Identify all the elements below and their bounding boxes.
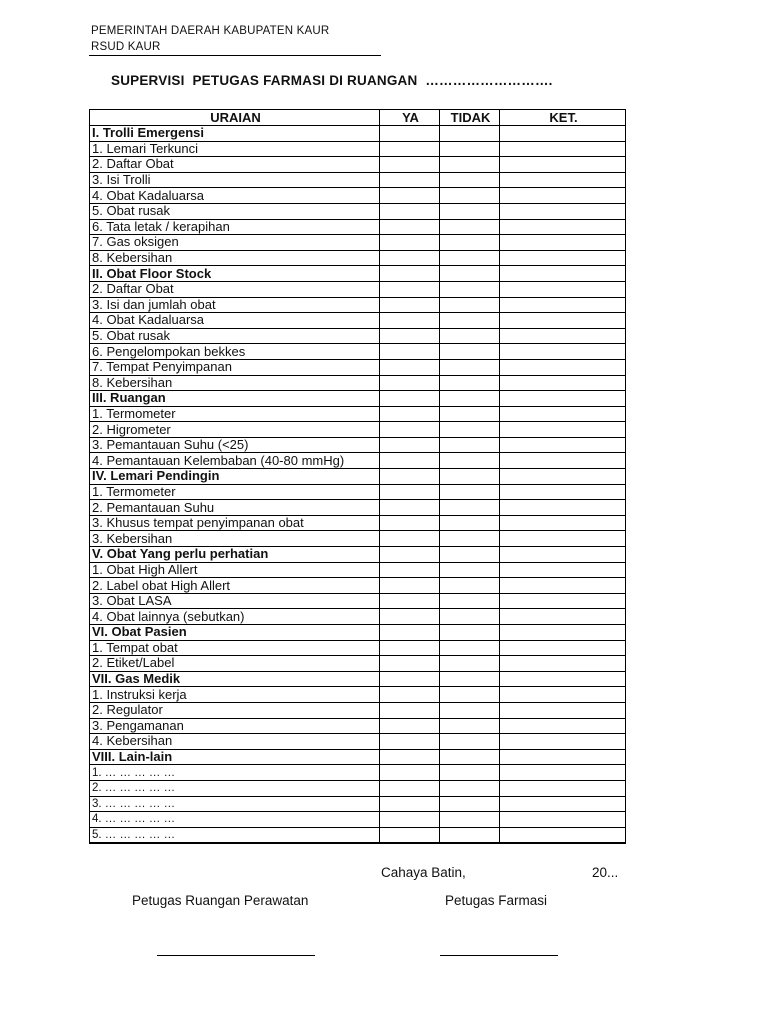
item-label: 8. Kebersihan — [90, 250, 380, 266]
ket-cell[interactable] — [500, 359, 626, 375]
tidak-cell[interactable] — [440, 531, 500, 547]
section-heading: II. Obat Floor Stock — [90, 266, 380, 282]
tidak-cell[interactable] — [440, 359, 500, 375]
ya-cell[interactable] — [380, 578, 440, 594]
column-header-tidak: TIDAK — [440, 110, 500, 126]
checklist-row — [90, 734, 626, 750]
ket-cell[interactable] — [500, 640, 626, 656]
tidak-cell[interactable] — [440, 702, 500, 718]
ya-cell[interactable] — [380, 547, 440, 563]
ya-cell[interactable] — [380, 375, 440, 391]
section-row — [90, 671, 626, 687]
ket-cell[interactable] — [500, 422, 626, 438]
checklist-row — [90, 235, 626, 251]
item-label: 2. Pemantauan Suhu — [90, 500, 380, 516]
ket-cell[interactable] — [500, 796, 626, 812]
item-label: 1. Lemari Terkunci — [90, 141, 380, 157]
tidak-cell[interactable] — [440, 219, 500, 235]
ket-cell[interactable] — [500, 765, 626, 781]
ya-cell[interactable] — [380, 126, 440, 142]
ket-cell[interactable] — [500, 219, 626, 235]
tidak-cell[interactable] — [440, 812, 500, 828]
tidak-cell[interactable] — [440, 266, 500, 282]
ya-cell[interactable] — [380, 671, 440, 687]
ya-cell[interactable] — [380, 141, 440, 157]
ya-cell[interactable] — [380, 344, 440, 360]
ket-cell[interactable] — [500, 437, 626, 453]
item-label: 1. Termometer — [90, 484, 380, 500]
header-government: PEMERINTAH DAERAH KABUPATEN KAUR — [91, 25, 330, 37]
ket-cell[interactable] — [500, 500, 626, 516]
ket-cell[interactable] — [500, 547, 626, 563]
tidak-cell[interactable] — [440, 126, 500, 142]
item-label: 2. Daftar Obat — [90, 281, 380, 297]
item-label: 5. … … … … … — [90, 827, 380, 843]
ket-cell[interactable] — [500, 313, 626, 329]
section-row — [90, 469, 626, 485]
item-label: 3. … … … … … — [90, 796, 380, 812]
section-row — [90, 126, 626, 142]
tidak-cell[interactable] — [440, 469, 500, 485]
checklist-row — [90, 500, 626, 516]
ya-cell[interactable] — [380, 297, 440, 313]
header-hospital: RSUD KAUR — [91, 41, 161, 53]
section-row — [90, 391, 626, 407]
ket-cell[interactable] — [500, 141, 626, 157]
tidak-cell[interactable] — [440, 780, 500, 796]
signer-pharmacy-officer: Petugas Farmasi — [445, 893, 548, 908]
tidak-cell[interactable] — [440, 344, 500, 360]
tidak-cell[interactable] — [440, 625, 500, 641]
item-label: 1. Instruksi kerja — [90, 687, 380, 703]
checklist-row — [90, 437, 626, 453]
section-row — [90, 266, 626, 282]
ya-cell[interactable] — [380, 172, 440, 188]
ket-cell[interactable] — [500, 531, 626, 547]
tidak-cell[interactable] — [440, 609, 500, 625]
ket-cell[interactable] — [500, 172, 626, 188]
checklist-row — [90, 702, 626, 718]
item-label: 4. Kebersihan — [90, 734, 380, 750]
section-heading: VIII. Lain-lain — [90, 749, 380, 765]
ya-cell[interactable] — [380, 687, 440, 703]
signing-year: 20... — [592, 865, 619, 880]
checklist-row — [90, 141, 626, 157]
checklist-row — [90, 578, 626, 594]
checklist-row — [90, 203, 626, 219]
signature-line-pharmacy-officer — [440, 955, 558, 956]
section-heading: V. Obat Yang perlu perhatian — [90, 547, 380, 563]
tidak-cell[interactable] — [440, 640, 500, 656]
checklist-row — [90, 375, 626, 391]
tidak-cell[interactable] — [440, 671, 500, 687]
tidak-cell[interactable] — [440, 593, 500, 609]
tidak-cell[interactable] — [440, 734, 500, 750]
item-label: 2. Label obat High Allert — [90, 578, 380, 594]
item-label: 2. Higrometer — [90, 422, 380, 438]
item-label: 7. Tempat Penyimpanan — [90, 359, 380, 375]
ya-cell[interactable] — [380, 219, 440, 235]
checklist-row — [90, 422, 626, 438]
tidak-cell[interactable] — [440, 484, 500, 500]
ket-cell[interactable] — [500, 749, 626, 765]
ya-cell[interactable] — [380, 718, 440, 734]
checklist-body — [90, 126, 626, 844]
tidak-cell[interactable] — [440, 141, 500, 157]
tidak-cell[interactable] — [440, 391, 500, 407]
checklist-row — [90, 297, 626, 313]
item-label: 3. Khusus tempat penyimpanan obat — [90, 515, 380, 531]
ya-cell[interactable] — [380, 359, 440, 375]
ket-cell[interactable] — [500, 702, 626, 718]
tidak-cell[interactable] — [440, 406, 500, 422]
column-header-ket: KET. — [500, 110, 626, 126]
checklist-row — [90, 780, 626, 796]
item-label: 6. Tata letak / kerapihan — [90, 219, 380, 235]
checklist-row — [90, 359, 626, 375]
item-label: 4. Obat Kadaluarsa — [90, 188, 380, 204]
item-label: 3. Kebersihan — [90, 531, 380, 547]
ya-cell[interactable] — [380, 500, 440, 516]
ya-cell[interactable] — [380, 702, 440, 718]
tidak-cell[interactable] — [440, 515, 500, 531]
ya-cell[interactable] — [380, 422, 440, 438]
header-underline — [89, 55, 381, 56]
tidak-cell[interactable] — [440, 687, 500, 703]
checklist-row — [90, 157, 626, 173]
checklist-row — [90, 188, 626, 204]
ya-cell[interactable] — [380, 625, 440, 641]
section-heading: VI. Obat Pasien — [90, 625, 380, 641]
item-label: 3. Pemantauan Suhu (<25) — [90, 437, 380, 453]
tidak-cell[interactable] — [440, 656, 500, 672]
checklist-row — [90, 812, 626, 828]
ya-cell[interactable] — [380, 515, 440, 531]
ket-cell[interactable] — [500, 609, 626, 625]
signature-line-ward-officer — [157, 955, 315, 956]
ya-cell[interactable] — [380, 235, 440, 251]
ya-cell[interactable] — [380, 562, 440, 578]
ya-cell[interactable] — [380, 640, 440, 656]
ya-cell[interactable] — [380, 453, 440, 469]
ya-cell[interactable] — [380, 469, 440, 485]
item-label: 6. Pengelompokan bekkes — [90, 344, 380, 360]
tidak-cell[interactable] — [440, 281, 500, 297]
item-label: 3. Isi dan jumlah obat — [90, 297, 380, 313]
ya-cell[interactable] — [380, 749, 440, 765]
section-row — [90, 547, 626, 563]
ya-cell[interactable] — [380, 328, 440, 344]
ya-cell[interactable] — [380, 250, 440, 266]
tidak-cell[interactable] — [440, 827, 500, 843]
ket-cell[interactable] — [500, 375, 626, 391]
item-label: 5. Obat rusak — [90, 203, 380, 219]
tidak-cell[interactable] — [440, 313, 500, 329]
ket-cell[interactable] — [500, 391, 626, 407]
ket-cell[interactable] — [500, 687, 626, 703]
ket-cell[interactable] — [500, 188, 626, 204]
column-header-ya: YA — [380, 110, 440, 126]
item-label: 4. Obat Kadaluarsa — [90, 313, 380, 329]
signing-place: Cahaya Batin, — [381, 865, 466, 880]
ket-cell[interactable] — [500, 562, 626, 578]
tidak-cell[interactable] — [440, 328, 500, 344]
item-label: 3. Pengamanan — [90, 718, 380, 734]
item-label: 2. … … … … … — [90, 780, 380, 796]
item-label: 1. … … … … … — [90, 765, 380, 781]
ya-cell[interactable] — [380, 734, 440, 750]
item-label: 3. Obat LASA — [90, 593, 380, 609]
checklist-row — [90, 765, 626, 781]
ya-cell[interactable] — [380, 203, 440, 219]
ket-cell[interactable] — [500, 625, 626, 641]
ket-cell[interactable] — [500, 281, 626, 297]
item-label: 4. Obat lainnya (sebutkan) — [90, 609, 380, 625]
ya-cell[interactable] — [380, 266, 440, 282]
checklist-row — [90, 406, 626, 422]
ket-cell[interactable] — [500, 297, 626, 313]
ket-cell[interactable] — [500, 235, 626, 251]
item-label: 2. Daftar Obat — [90, 157, 380, 173]
tidak-cell[interactable] — [440, 562, 500, 578]
checklist-row — [90, 219, 626, 235]
ya-cell[interactable] — [380, 406, 440, 422]
ket-cell[interactable] — [500, 157, 626, 173]
ya-cell[interactable] — [380, 796, 440, 812]
tidak-cell[interactable] — [440, 718, 500, 734]
checklist-row — [90, 515, 626, 531]
section-row — [90, 625, 626, 641]
ya-cell[interactable] — [380, 484, 440, 500]
ket-cell[interactable] — [500, 593, 626, 609]
tidak-cell[interactable] — [440, 172, 500, 188]
tidak-cell[interactable] — [440, 453, 500, 469]
item-label: 5. Obat rusak — [90, 328, 380, 344]
ket-cell[interactable] — [500, 656, 626, 672]
checklist-row — [90, 344, 626, 360]
tidak-cell[interactable] — [440, 437, 500, 453]
ya-cell[interactable] — [380, 593, 440, 609]
ya-cell[interactable] — [380, 765, 440, 781]
item-label: 1. Termometer — [90, 406, 380, 422]
ket-cell[interactable] — [500, 734, 626, 750]
ket-cell[interactable] — [500, 469, 626, 485]
item-label: 4. … … … … … — [90, 812, 380, 828]
checklist-row — [90, 313, 626, 329]
section-heading: IV. Lemari Pendingin — [90, 469, 380, 485]
ket-cell[interactable] — [500, 515, 626, 531]
item-label: 2. Regulator — [90, 702, 380, 718]
ya-cell[interactable] — [380, 812, 440, 828]
checklist-row — [90, 593, 626, 609]
signer-ward-officer: Petugas Ruangan Perawatan — [132, 893, 309, 908]
ya-cell[interactable] — [380, 827, 440, 843]
tidak-cell[interactable] — [440, 157, 500, 173]
checklist-row — [90, 281, 626, 297]
section-heading: III. Ruangan — [90, 391, 380, 407]
tidak-cell[interactable] — [440, 765, 500, 781]
ket-cell[interactable] — [500, 250, 626, 266]
ket-cell[interactable] — [500, 484, 626, 500]
section-heading: I. Trolli Emergensi — [90, 126, 380, 142]
ket-cell[interactable] — [500, 328, 626, 344]
checklist-row — [90, 718, 626, 734]
table-header-row — [90, 110, 626, 126]
tidak-cell[interactable] — [440, 188, 500, 204]
ket-cell[interactable] — [500, 718, 626, 734]
column-header-uraian: URAIAN — [90, 110, 380, 126]
tidak-cell[interactable] — [440, 297, 500, 313]
checklist-row — [90, 609, 626, 625]
ya-cell[interactable] — [380, 391, 440, 407]
ya-cell[interactable] — [380, 437, 440, 453]
item-label: 7. Gas oksigen — [90, 235, 380, 251]
ket-cell[interactable] — [500, 812, 626, 828]
checklist-row — [90, 453, 626, 469]
checklist-row — [90, 484, 626, 500]
tidak-cell[interactable] — [440, 578, 500, 594]
item-label: 1. Obat High Allert — [90, 562, 380, 578]
ket-cell[interactable] — [500, 344, 626, 360]
tidak-cell[interactable] — [440, 375, 500, 391]
ket-cell[interactable] — [500, 827, 626, 843]
checklist-row — [90, 827, 626, 843]
checklist-row — [90, 640, 626, 656]
checklist-row — [90, 172, 626, 188]
item-label: 4. Pemantauan Kelembaban (40-80 mmHg) — [90, 453, 380, 469]
ket-cell[interactable] — [500, 780, 626, 796]
item-label: 3. Isi Trolli — [90, 172, 380, 188]
ya-cell[interactable] — [380, 157, 440, 173]
checklist-row — [90, 562, 626, 578]
ya-cell[interactable] — [380, 656, 440, 672]
ya-cell[interactable] — [380, 531, 440, 547]
tidak-cell[interactable] — [440, 203, 500, 219]
tidak-cell[interactable] — [440, 796, 500, 812]
ya-cell[interactable] — [380, 313, 440, 329]
tidak-cell[interactable] — [440, 500, 500, 516]
ya-cell[interactable] — [380, 780, 440, 796]
checklist-row — [90, 796, 626, 812]
checklist-row — [90, 250, 626, 266]
item-label: 8. Kebersihan — [90, 375, 380, 391]
ket-cell[interactable] — [500, 453, 626, 469]
checklist-row — [90, 328, 626, 344]
checklist-row — [90, 656, 626, 672]
tidak-cell[interactable] — [440, 235, 500, 251]
checklist-row — [90, 687, 626, 703]
ket-cell[interactable] — [500, 126, 626, 142]
ya-cell[interactable] — [380, 281, 440, 297]
ket-cell[interactable] — [500, 266, 626, 282]
tidak-cell[interactable] — [440, 250, 500, 266]
section-heading: VII. Gas Medik — [90, 671, 380, 687]
tidak-cell[interactable] — [440, 547, 500, 563]
checklist-row — [90, 531, 626, 547]
item-label: 2. Etiket/Label — [90, 656, 380, 672]
ya-cell[interactable] — [380, 609, 440, 625]
ket-cell[interactable] — [500, 203, 626, 219]
ya-cell[interactable] — [380, 188, 440, 204]
ket-cell[interactable] — [500, 671, 626, 687]
ket-cell[interactable] — [500, 578, 626, 594]
section-row — [90, 749, 626, 765]
item-label: 1. Tempat obat — [90, 640, 380, 656]
tidak-cell[interactable] — [440, 422, 500, 438]
ket-cell[interactable] — [500, 406, 626, 422]
tidak-cell[interactable] — [440, 749, 500, 765]
supervision-checklist-table — [89, 109, 626, 844]
document-title: SUPERVISI PETUGAS FARMASI DI RUANGAN ………………………. — [111, 73, 553, 88]
